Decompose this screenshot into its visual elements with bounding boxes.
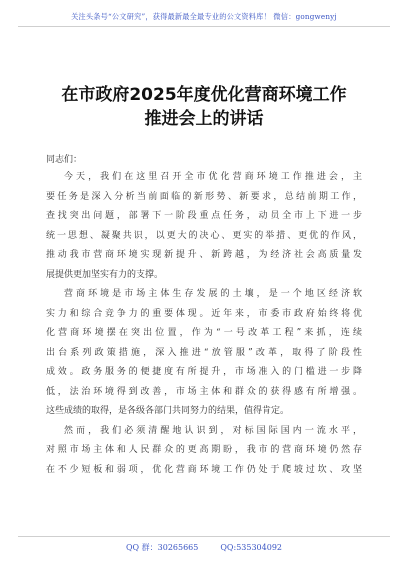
header-divider	[18, 26, 390, 27]
qq-number: QQ:535304092	[220, 543, 282, 552]
body-line: 今天，我们在这里召开全市优化营商环境工作推进会，主	[64, 172, 362, 182]
body-line: 推动我市营商环境实现新提升、新跨越，为经济社会高质量发	[46, 250, 362, 260]
footer-contact	[0, 542, 408, 553]
body-line: 低，法治环境得到改善，市场主体和群众的获得感有所增强。	[46, 386, 362, 397]
document-title	[20, 83, 388, 131]
body-line: 展提供更加坚实有力的支撑。	[46, 269, 164, 280]
body-line: 查找突出问题，部署下一阶段重点任务，动员全市上下进一步	[46, 211, 362, 221]
body-line: 化营商环境摆在突出位置，作为“一号改革工程”来抓，连续	[46, 328, 362, 338]
salutation: 同志们：	[46, 155, 83, 165]
body-line: 出台系列政策措施，深入推进“放管服”改革，取得了阶段性	[46, 347, 362, 358]
header-banner: 关注头条号“公文研究”，获得最新最全最专业的公文资料库！ 微信：gongwenyj	[71, 12, 337, 21]
document-body	[46, 168, 362, 480]
body-line: 对照市场主体和人民群众的更高期盼，我市的营商环境仍然存	[46, 445, 362, 455]
body-line: 实力和综合竞争力的重要体现。近年来，市委市政府始终将优	[46, 308, 362, 319]
qq-group-number: QQ 群：30265665	[125, 543, 199, 552]
body-line: 在不少短板和弱项，优化营商环境工作仍处于爬坡过坎、攻坚	[46, 464, 362, 475]
document-title-line: 推进会上的讲话	[144, 109, 264, 129]
document-title-line: 在市政府2025年度优化营商环境工作	[61, 85, 347, 105]
body-line: 营商环境是市场主体生存发展的土壤，是一个地区经济软	[64, 289, 362, 299]
body-line: 这些成绩的取得，是各级各部门共同努力的结果，值得肯定。	[46, 406, 290, 416]
body-line: 然而，我们必须清醒地认识到，对标国际国内一流水平，	[64, 425, 362, 436]
footer-divider	[18, 536, 390, 537]
body-line: 统一思想、凝聚共识，以更大的决心、更实的举措、更优的作风，	[46, 230, 362, 241]
body-line: 成效。政务服务的便捷度有所提升，市场准入的门槛进一步降	[46, 367, 362, 377]
body-line: 要任务是深入分析当前面临的新形势、新要求，总结前期工作，	[46, 191, 362, 202]
